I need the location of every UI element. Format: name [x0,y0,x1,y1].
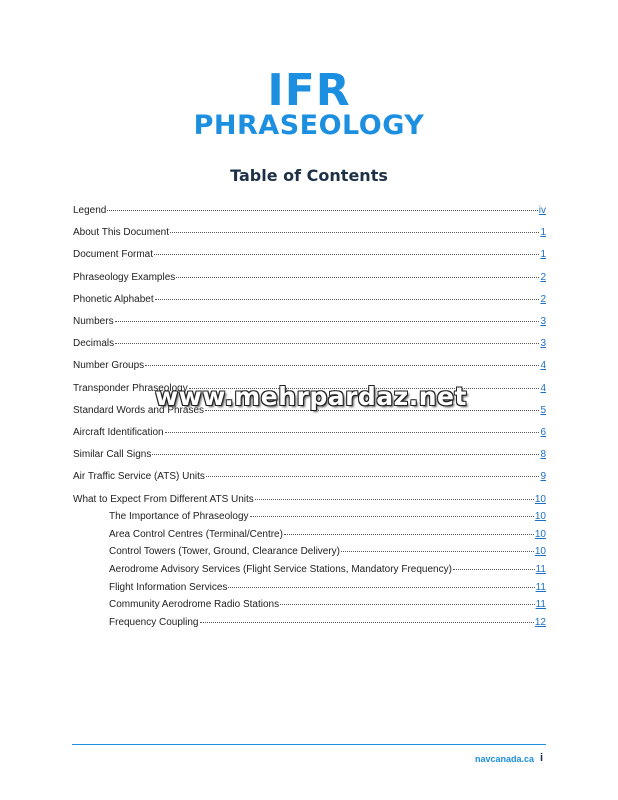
toc-leader-dots [107,210,537,211]
toc-entry-label: The Importance of Phraseology [109,511,249,523]
footer-divider [72,744,546,745]
toc-entry-page-link[interactable]: 10 [534,546,546,558]
toc-entry-label: Numbers [73,316,114,327]
toc-entry[interactable] [109,510,546,523]
toc-leader-dots [165,432,540,433]
toc-entry[interactable] [73,293,546,306]
toc-entry-page-link[interactable]: 4 [540,382,546,394]
toc-entry-page-link[interactable]: 11 [535,599,546,611]
toc-entry-label: Standard Words and Phrases [73,404,205,416]
toc-leader-dots [145,365,539,366]
toc-entry-page-link[interactable]: 10 [534,493,546,505]
toc-entry-label: Flight Information Services [109,581,228,593]
toc-entry[interactable] [73,204,546,217]
toc-entry[interactable] [73,226,546,239]
toc-leader-dots [176,277,539,278]
toc-entry[interactable] [73,448,546,461]
toc-entry[interactable] [73,470,546,483]
toc-entry[interactable] [109,545,546,558]
toc-leader-dots [154,254,539,255]
toc-entry-page-link[interactable]: iv [538,205,546,216]
toc-entry-page-link[interactable]: 9 [540,471,546,483]
toc-entry-page-link[interactable]: 11 [535,564,546,575]
toc-entry-page-link[interactable]: 4 [540,360,546,372]
toc-leader-dots [250,516,534,517]
toc-entry[interactable] [73,426,546,439]
toc-entry-page-link[interactable]: 10 [534,511,546,523]
toc-entry-page-link[interactable]: 1 [540,249,546,261]
toc-entry-label: Phraseology Examples [73,271,176,283]
toc-entry[interactable] [73,248,546,261]
toc-heading: Table of Contents [230,166,388,185]
toc-entry-page-link[interactable]: 5 [540,404,546,416]
toc-entry[interactable] [109,528,546,541]
toc-leader-dots [284,534,534,535]
toc-leader-dots [115,343,539,344]
toc-entry-page-link[interactable]: 3 [540,338,546,350]
toc-leader-dots [155,299,540,300]
toc-entry-page-link[interactable]: 1 [540,227,546,239]
toc-entry[interactable] [109,598,546,611]
document-title-line1: IFR [267,65,351,116]
toc-entry-page-link[interactable]: 2 [540,293,546,305]
toc-leader-dots [170,232,539,233]
toc-entry-label: Aircraft Identification [73,427,164,438]
toc-leader-dots [206,476,540,477]
toc-entry-label: Frequency Coupling [109,616,199,628]
watermark: www.mehrpardaz.net [155,382,467,411]
toc-entry-page-link[interactable]: 8 [540,449,546,461]
toc-entry-page-link[interactable]: 2 [540,271,546,283]
toc-leader-dots [228,587,534,588]
toc-entry-page-link[interactable]: 10 [534,528,546,540]
toc-entry-page-link[interactable]: 6 [540,427,546,438]
toc-entry-label: Document Format [73,249,154,261]
toc-leader-dots [453,569,535,570]
toc-leader-dots [280,604,535,605]
toc-entry-page-link[interactable]: 12 [534,616,546,628]
footer-page-number: i [540,752,544,764]
toc-entry-label: Phonetic Alphabet [73,293,154,305]
toc-leader-dots [115,321,540,322]
toc-entry[interactable] [73,337,546,350]
toc-entry-page-link[interactable]: 3 [540,316,546,327]
toc-entry[interactable] [109,581,546,594]
toc-entry-label: Air Traffic Service (ATS) Units [73,471,205,483]
toc-entry-label: Transponder Phraseology [73,382,188,394]
toc-entry[interactable] [73,493,546,506]
toc-entry[interactable] [73,315,546,328]
toc-entry-label: Aerodrome Advisory Services (Flight Service Stations, Mandatory Frequency) [109,564,452,575]
toc-entry-label: What to Expect From Different ATS Units [73,493,254,505]
toc-entry-label: Decimals [73,338,115,350]
toc-leader-dots [200,622,534,623]
toc-entry-label: Similar Call Signs [73,449,152,461]
toc-entry-label: Control Towers (Tower, Ground, Clearance Delivery) [109,546,341,558]
toc-entry-page-link[interactable]: 11 [535,581,546,593]
footer-website[interactable]: navcanada.ca [474,754,534,764]
toc-leader-dots [255,499,534,500]
toc-entry[interactable] [73,359,546,372]
toc-entry-label: Area Control Centres (Terminal/Centre) [109,528,283,540]
toc-entry-label: Community Aerodrome Radio Stations [109,599,280,611]
toc-entry[interactable] [109,563,546,576]
toc-entry[interactable] [109,616,546,629]
toc-leader-dots [341,551,534,552]
toc-entry-label: About This Document [73,227,169,239]
document-title-line2: PHRASEOLOGY [193,110,425,141]
toc-entry[interactable] [73,271,546,284]
toc-leader-dots [152,454,539,455]
toc-entry-label: Number Groups [73,360,145,372]
toc-entry-label: Legend [73,205,107,216]
